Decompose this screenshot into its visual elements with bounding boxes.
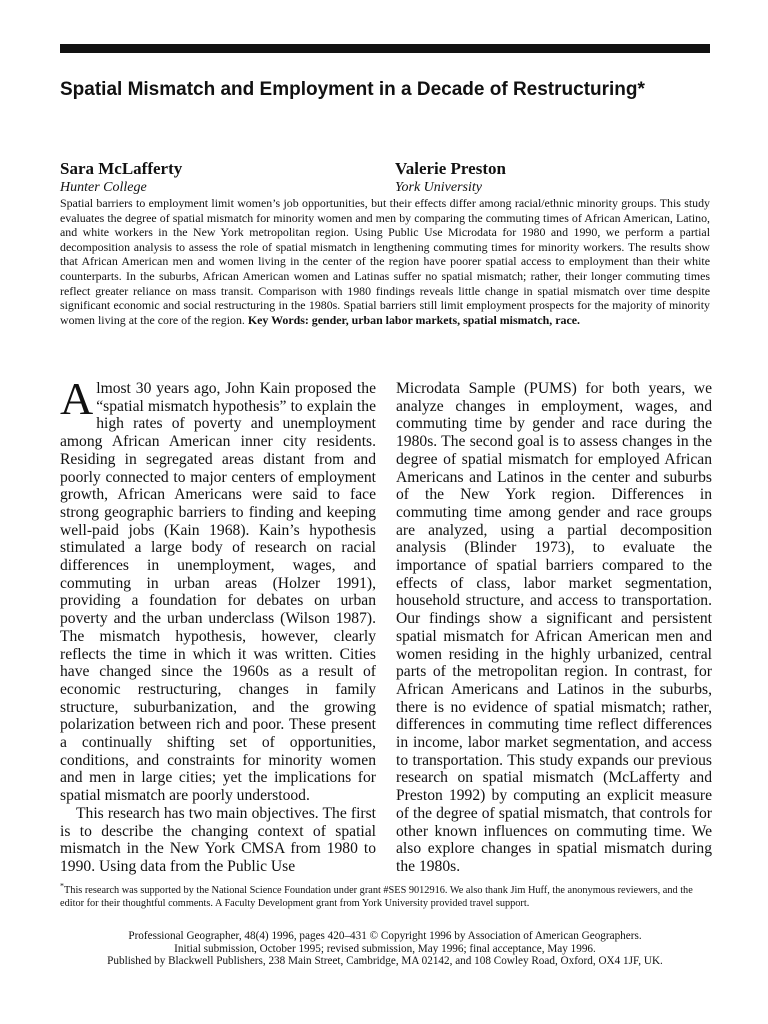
header-rule xyxy=(60,44,710,53)
footnote xyxy=(60,881,710,910)
article-title: Spatial Mismatch and Employment in a Decade of Restructuring* xyxy=(60,79,645,100)
keywords-label: Key Words: xyxy=(247,312,309,327)
body-column-left xyxy=(60,373,376,876)
author-affiliation: Hunter College xyxy=(60,180,147,195)
author-block-2 xyxy=(395,159,506,196)
abstract-text: Spatial barriers to employment limit women’s job opportunities, but their effects differ among racial/ethnic minority groups. This study evaluates the degree of spatial mismatch for minority women and men by comparing the commuting times of African American, Latino, and white workers in the New York metropolitan region. Using Public Use Microdata for 1980 and 1990, we perform a partial decomposition analysis to assess the role of spatial mismatch in lengthening commuting times for minority workers. The results show that African American men and women living in the center of the region have poorer spatial access to employment than their white counterparts. In the suburbs, African American women and Latinas suffer no spatial mismatch; rather, their longer commuting times reflect greater reliance on mass transit. Comparison with 1980 findings reveals little change in spatial mismatch over time despite significant economic and social restructuring in the 1980s. Spatial barriers still limit employment prospects for the majority of minority women living at the core of the region. xyxy=(60,196,710,327)
pubinfo-line-1: Professional Geographer, 48(4) 1996, pages 420–431 © Copyright 1996 by Association of American Geographers. xyxy=(128,930,642,942)
author-name: Valerie Preston xyxy=(395,159,506,178)
author-affiliation: York University xyxy=(395,180,482,195)
body-paragraph-1 xyxy=(60,373,376,805)
body-paragraph-3: Microdata Sample (PUMS) for both years, we analyze changes in employment, wages, and commuting time by gender and race during the 1980s. The second goal is to assess changes in the degree of spatial mismatch for employed African Americans and Latinos in the center and suburbs of the New York region. Differences in commuting time among gender and race groups are analyzed, using a partial decomposition analysis (Blinder 1973), to evaluate the importance of spatial barriers compared to the effects of class, labor market segmentation, household structure, and access to transportation. Our findings show a significant and persistent spatial mismatch for African American men and women residing in the highly urbanized, central parts of the metropolitan region. In contrast, for African Americans and Latinos in the suburbs, there is no evidence of spatial mismatch; rather, differences in commuting time reflect differences in income, labor market segmentation, and access to transportation. This study expands our previous research on spatial mismatch (McLafferty and Preston 1992) by computing an explicit measure of the degree of spatial mismatch, that controls for other known influences on commuting time. We also explore changes in spatial mismatch during the 1980s. xyxy=(396,380,712,875)
footnote-text: This research was supported by the National Science Foundation under grant #SES 9012916. We also thank Jim Huff, the anonymous reviewers, and the editor for their thoughtful comments. A Faculty Development grant from York University provided travel support. xyxy=(60,885,693,909)
author-block-1 xyxy=(60,159,182,196)
body-column-right xyxy=(396,380,712,876)
paragraph-text: lmost 30 years ago, John Kain proposed the “spatial mismatch hypothesis” to explain the high rates of poverty and unemployment among African American inner city residents. Residing in segregated areas distant from and poorly connected to major centers of employment growth, African Americans were said to face strong geographic barriers to finding and keeping well-paid jobs (Kain 1968). Kain’s hypothesis stimulated a large body of research on racial differences in unemployment, wages, and commuting in urban areas (Holzer 1991), providing a foundation for debates on urban poverty and the urban underclass (Wilson 1987). The mismatch hypothesis, however, clearly reflects the time in which it was written. Cities have changed since the 1960s as a result of economic restructuring, changes in family structure, suburbanization, and the growing polarization between rich and poor. These present a continually shifting set of opportunities, conditions, and constraints for minority women and men in large cities; yet the implications for spatial mismatch are poorly understood. xyxy=(60,380,376,805)
keywords: gender, urban labor markets, spatial mismatch, race. xyxy=(311,312,580,327)
drop-cap: A xyxy=(60,373,94,424)
body-paragraph-2: This research has two main objectives. The first is to describe the changing context of spatial mismatch in the New York CMSA from 1980 to 1990. Using data from the Public Use xyxy=(60,804,376,875)
pubinfo-line-2: Initial submission, October 1995; revised submission, May 1996; final acceptance, May 1996. xyxy=(174,942,596,955)
abstract xyxy=(60,196,710,327)
publication-info xyxy=(60,930,710,968)
footnote-mark: * xyxy=(60,881,64,891)
pubinfo-line-3: Published by Blackwell Publishers, 238 Main Street, Cambridge, MA 02142, and 108 Cowley Road, Oxford, OX4 1JF, UK. xyxy=(107,955,663,968)
author-name: Sara McLafferty xyxy=(60,159,183,178)
